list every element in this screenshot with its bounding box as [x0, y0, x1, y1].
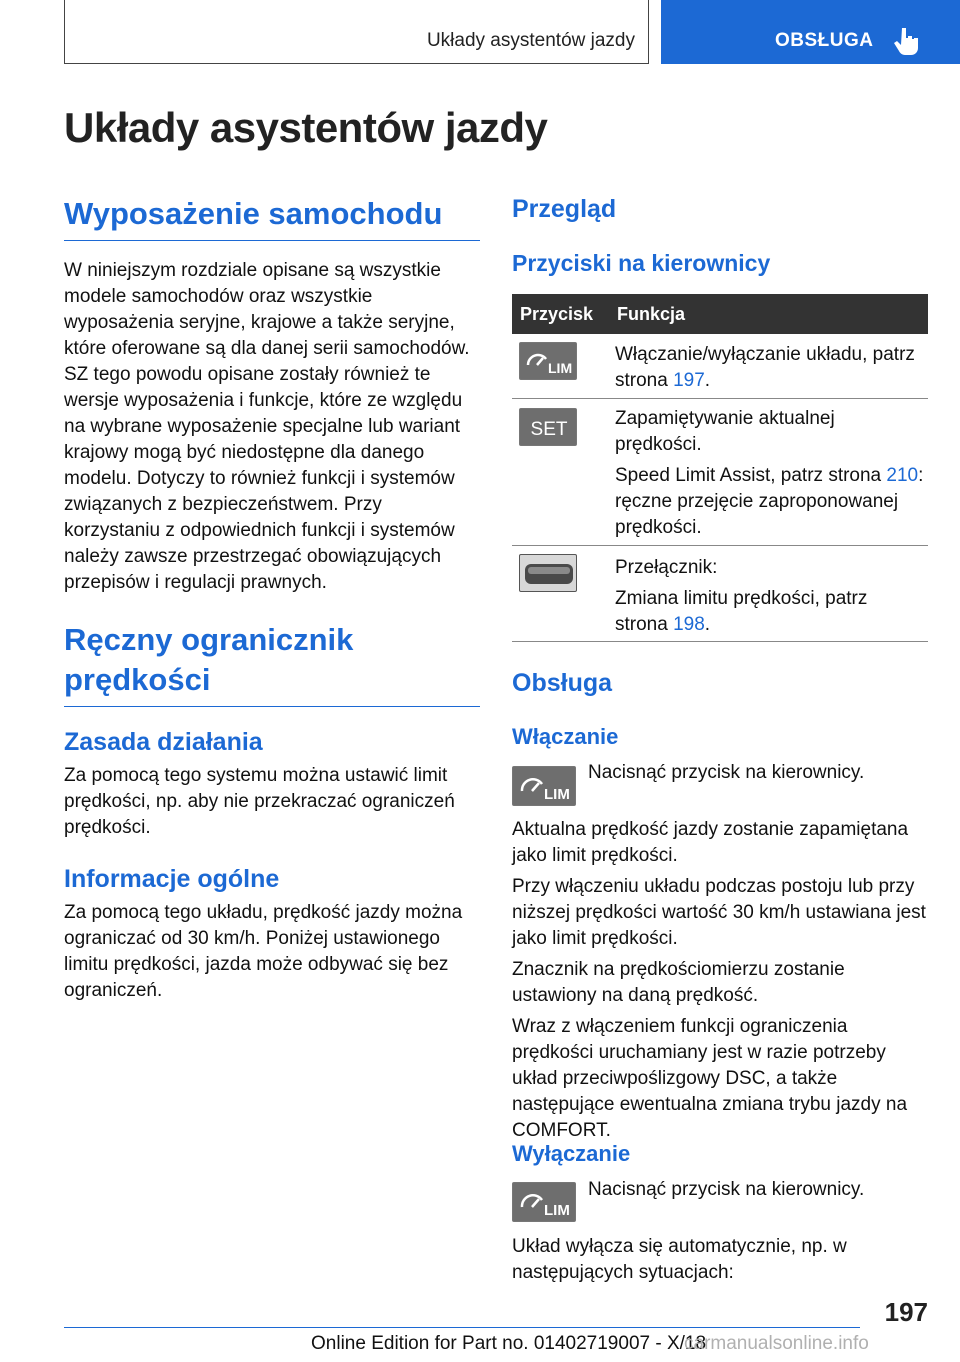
equipment-text: W niniejszym rozdziale opisane są wszystkie modele samochodów oraz wszystkie wyposażenia seryjne, krajowe a także seryjne, które oferowane są dla danej serii samochodów. SZ tego powodu opisane zostały również te wersje wyposażenia i funkcje, które ze względu na wybrane wyposażenie specjalne lub wariant krajowy mogą być niedostępne dla danego modelu. Dotyczy to również funkcji i systemów związanych z bezpieczeństwem. Przy korzystaniu z odpowiednich funkcji i systemów należy zawsze przestrzegać obowiązujących przepisów i regulacji prawnych. [64, 260, 470, 593]
header-tab-label: OBSŁUGA [775, 30, 874, 51]
table-row-divider [512, 545, 928, 546]
page-link-198[interactable]: 198 [673, 614, 705, 635]
table-row-divider [512, 641, 928, 642]
page-number: 197 [884, 1297, 928, 1327]
table-row-divider [512, 398, 928, 399]
svg-text:SET: SET [530, 419, 568, 440]
table-col-function: Funkcja [617, 304, 686, 324]
svg-text:LIM: LIM [548, 360, 573, 376]
table-row-2-text1: Zapamiętywanie aktualnej prędkości. [615, 408, 835, 455]
rocker-switch-icon [519, 554, 577, 592]
principle-text: Za pomocą tego systemu można ustawić limit prędkości, np. aby nie przekraczać ograniczeń prędkości. [64, 765, 455, 838]
hand-pointer-icon [893, 26, 921, 56]
principle-heading: Zasada działania [64, 728, 263, 756]
header-section-title: Układy asystentów jazdy [426, 30, 635, 51]
footer-watermark: carmanualsonline.info [684, 1333, 869, 1354]
table-row-3-text2: Zmiana limitu prędkości, patrz strona 198. [615, 588, 868, 635]
on-paragraph-4: Wraz z włączeniem funkcji ograniczenia prędkości uruchamiany jest w razie potrzeby układ przeciwpoślizgowy DSC, a także następujące ewentualna zmiana trybu jazdy na COMFORT. [512, 1016, 908, 1141]
operation-heading: Obsługa [512, 669, 613, 697]
on-paragraph-1: Aktualna prędkość jazdy zostanie zapamiętana jako limit prędkości. [512, 819, 909, 866]
lim-button-icon [512, 1182, 576, 1222]
off-paragraph-1: Układ wyłącza się automatycznie, np. w następujących sytuacjach: [512, 1236, 847, 1283]
set-button-icon [519, 408, 577, 446]
off-action: Nacisnąć przycisk na kierownicy. [588, 1179, 865, 1200]
table-row-1-text: Włączanie/wyłączanie układu, patrz strona 197. [615, 344, 915, 391]
overview-heading: Przegląd [512, 195, 617, 223]
svg-text:LIM: LIM [544, 786, 570, 803]
footer-edition: Online Edition for Part no. 01402719007 - X/18 [311, 1333, 707, 1354]
page-link-210[interactable]: 210 [886, 465, 919, 486]
general-text: Za pomocą tego układu, prędkość jazdy można ograniczać od 30 km/h. Poniżej ustawionego limitu prędkości, jazda może odbywać się bez ograniczeń. [64, 902, 463, 1001]
lim-button-icon [519, 342, 577, 380]
page-link-197[interactable]: 197 [673, 370, 705, 391]
svg-text:LIM: LIM [544, 1202, 570, 1219]
off-heading: Wyłączanie [512, 1141, 631, 1166]
equipment-heading: Wyposażenie samochodu [64, 194, 480, 241]
on-paragraph-2: Przy włączeniu układu podczas postoju lub przy niższej prędkości wartość 30 km/h ustawiana jest jako limit prędkości. [512, 876, 926, 949]
general-heading: Informacje ogólne [64, 865, 280, 893]
buttons-heading: Przyciski na kierownicy [512, 250, 771, 276]
lim-button-icon [512, 766, 576, 806]
table-col-button: Przycisk [520, 304, 594, 324]
table-row-3-text1: Przełącznik: [615, 557, 718, 578]
table-row-2-text2: Speed Limit Assist, patrz strona 210: ręczne przejęcie zaproponowanej prędkości. [615, 465, 924, 538]
on-paragraph-3: Znacznik na prędkościomierzu zostanie ustawiony na daną prędkość. [512, 959, 845, 1006]
footer-divider [64, 1327, 860, 1328]
limiter-heading: Ręczny ogranicznik prędkości [64, 620, 480, 707]
on-heading: Włączanie [512, 724, 619, 749]
page-title: Układy asystentów jazdy [64, 104, 548, 151]
on-action: Nacisnąć przycisk na kierownicy. [588, 762, 865, 783]
